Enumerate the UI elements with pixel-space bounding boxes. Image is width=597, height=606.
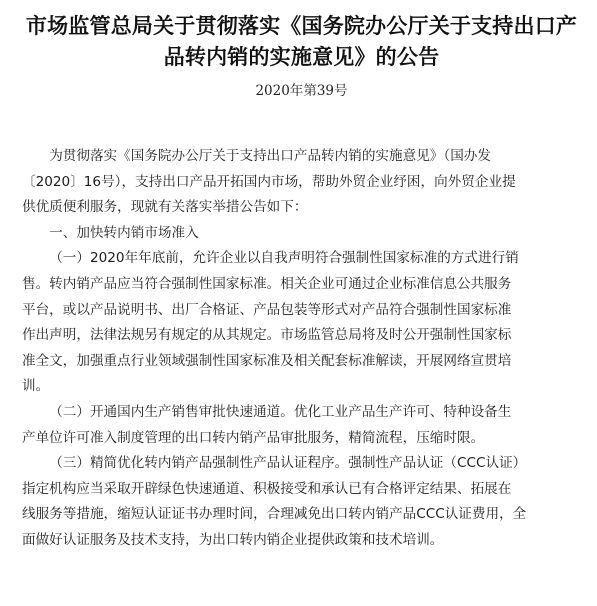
item-1-line: 平台，或以产品说明书、出厂合格证、产品包装等形式对产品符合强制性国家标准: [22, 301, 512, 318]
item-1-line: 训。: [22, 378, 50, 395]
document-title: [22, 10, 581, 72]
document-title-line-2: 品转内销的实施意见》的公告: [163, 44, 440, 69]
item-3-line: 面做好认证服务及技术支持，为出口转内销企业提供政策和技术培训。: [22, 531, 444, 548]
item-1-line: 售。转内销产品应当符合强制性国家标准。相关企业可通过企业标准信息公共服务: [22, 275, 512, 292]
item-2-line: 产单位许可准入制度管理的出口转内销产品审批服务，精简流程，压缩时限。: [22, 429, 485, 446]
item-1-line: 作出声明，法律法规另有规定的从其规定。市场监管总局将及时公开强制性国家标: [22, 327, 512, 344]
section-1-heading: 一、加快转内销市场准入: [49, 224, 199, 241]
item-1-line: 准全文，加强重点行业领域强制性国家标准及相关配套标准解读，开展网络宣贯培: [22, 352, 512, 369]
item-3-line: （三）精简优化转内销产品强制性产品认证程序。强制性产品认证（CCC认证）: [49, 455, 527, 472]
item-1-line: （一）2020年年底前，允许企业以自我声明符合强制性国家标准的方式进行销: [49, 250, 519, 267]
intro-paragraph: [22, 144, 581, 221]
issue-number: 2020年第39号: [255, 83, 348, 99]
document-body: [22, 144, 581, 554]
item-2-paragraph: [22, 400, 581, 451]
intro-line: 〔2020〕16号），支持出口产品开拓国内市场，帮助外贸企业纾困，向外贸企业提: [22, 173, 516, 190]
item-2-line: （二）开通国内生产销售审批快速通道。优化工业产品生产许可、特种设备生: [49, 403, 512, 420]
item-3-paragraph: [22, 451, 581, 553]
document-title-line-1: 市场监管总局关于贯彻落实《国务院办公厅关于支持出口产: [25, 13, 578, 38]
intro-line: 供优质便利服务，现就有关落实举措公告如下：: [22, 199, 308, 216]
item-1-paragraph: [22, 246, 581, 400]
item-3-line: 指定机构应当采取开辟绿色快速通道、积极接受和承认已有合格评定结果、拓展在: [22, 480, 512, 497]
item-3-line: 线服务等措施，缩短认证证书办理时间，合理减免出口转内销产品CCC认证费用，全: [22, 506, 527, 523]
intro-line: 为贯彻落实《国务院办公厅关于支持出口产品转内销的实施意见》（国办发: [49, 148, 491, 164]
